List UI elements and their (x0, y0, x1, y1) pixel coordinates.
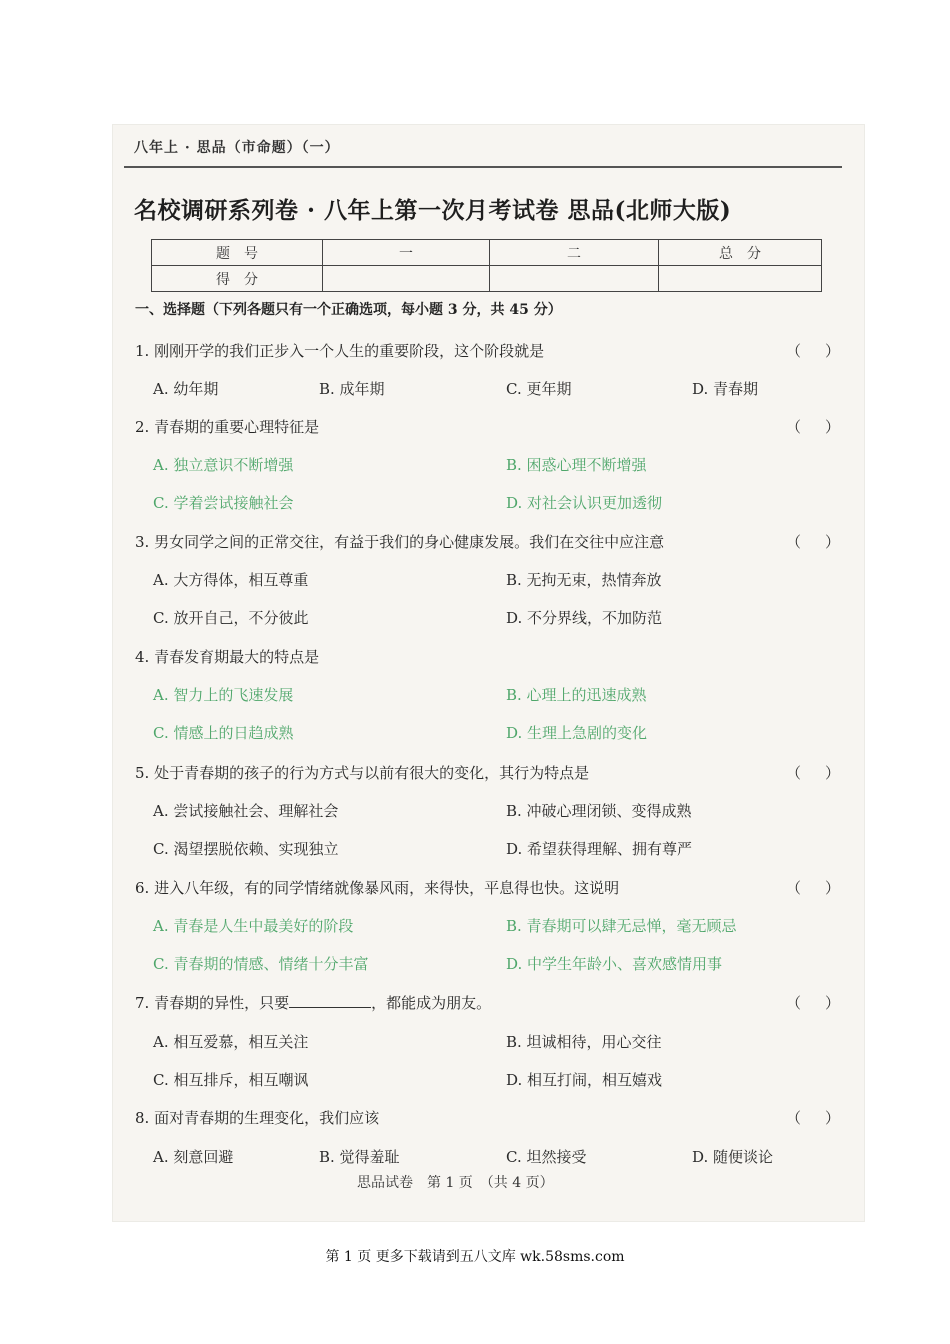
answer-paren[interactable]: （） (786, 418, 865, 436)
answer-paren[interactable]: （） (786, 764, 865, 782)
answer-paren[interactable]: （） (786, 533, 865, 551)
question-stem: 6. 进入八年级，有的同学情绪就像暴风雨，来得快，平息得也快。这说明 (135, 879, 620, 897)
option: A. 青春是人生中最美好的阶段 (153, 917, 354, 935)
question-stem (135, 992, 491, 1013)
table-cell: 题 号 (152, 240, 323, 266)
question-stem: 8. 面对青春期的生理变化，我们应该 (135, 1109, 380, 1127)
question-stem: 1. 刚刚开学的我们正步入一个人生的重要阶段，这个阶段就是 (135, 342, 545, 360)
footer-text: 第 1 页 更多下载请到五八文库 wk.58sms.com (325, 1249, 625, 1265)
question-stem: 3. 男女同学之间的正常交往，有益于我们的身心健康发展。我们在交往中应注意 (135, 533, 665, 551)
option: D. 生理上急剧的变化 (506, 724, 648, 742)
answer-paren[interactable]: （） (786, 879, 865, 897)
option: A. 相互爱慕，相互关注 (153, 1033, 309, 1051)
option: C. 更年期 (506, 380, 572, 398)
table-cell: 二 (490, 240, 659, 266)
exam-title: 名校调研系列卷 · 八年上第一次月考试卷 思品(北师大版) (134, 197, 732, 224)
option: C. 相互排斥，相互嘲讽 (153, 1071, 309, 1089)
table-cell: 一 (323, 240, 490, 266)
option: B. 觉得羞耻 (319, 1148, 400, 1166)
header-rule (124, 166, 842, 168)
question-stem: 2. 青春期的重要心理特征是 (135, 418, 320, 436)
option: A. 智力上的飞速发展 (153, 686, 294, 704)
question-stem: 5. 处于青春期的孩子的行为方式与以前有很大的变化，其行为特点是 (135, 764, 590, 782)
page-info: 思品试卷 第 1 页 （共 4 页） (357, 1175, 554, 1191)
table-cell: 得 分 (152, 266, 323, 292)
option: C. 坦然接受 (506, 1148, 587, 1166)
option: B. 心理上的迅速成熟 (506, 686, 647, 704)
option: C. 学着尝试接触社会 (153, 494, 294, 512)
score-table (151, 239, 822, 292)
option: D. 相互打闹，相互嬉戏 (506, 1071, 663, 1089)
question-stem: 4. 青春发育期最大的特点是 (135, 648, 320, 666)
option: C. 青春期的情感、情绪十分丰富 (153, 955, 369, 973)
question-stem-part: ，都能成为朋友。 (371, 994, 492, 1012)
option: C. 情感上的日趋成熟 (153, 724, 294, 742)
option: C. 放开自己，不分彼此 (153, 609, 309, 627)
option: A. 独立意识不断增强 (153, 456, 294, 474)
table-cell: 总 分 (659, 240, 822, 266)
score-table-row (152, 240, 822, 266)
option: A. 刻意回避 (153, 1148, 234, 1166)
header-line: 八年上 · 思品（市命题）（一） (134, 140, 340, 156)
section-title: 一、选择题（下列各题只有一个正确选项，每小题 3 分，共 45 分） (135, 302, 562, 318)
question-stem-part: 7. 青春期的异性，只要 (135, 994, 290, 1012)
option: A. 幼年期 (153, 380, 219, 398)
score-cell[interactable] (659, 266, 822, 292)
option: D. 希望获得理解、拥有尊严 (506, 840, 693, 858)
option: B. 坦诚相待，用心交往 (506, 1033, 662, 1051)
option: B. 青春期可以肆无忌惮，毫无顾忌 (506, 917, 737, 935)
option: B. 困惑心理不断增强 (506, 456, 647, 474)
option: B. 成年期 (319, 380, 385, 398)
option: D. 随便谈论 (692, 1148, 774, 1166)
option: D. 不分界线，不加防范 (506, 609, 663, 627)
score-cell[interactable] (323, 266, 490, 292)
score-table-row (152, 266, 822, 292)
option: B. 冲破心理闭锁、变得成熟 (506, 802, 692, 820)
option: D. 中学生年龄小、喜欢感情用事 (506, 955, 723, 973)
option: A. 尝试接触社会、理解社会 (153, 802, 339, 820)
score-cell[interactable] (490, 266, 659, 292)
option: C. 渴望摆脱依赖、实现独立 (153, 840, 339, 858)
option: D. 对社会认识更加透彻 (506, 494, 663, 512)
answer-paren[interactable]: （） (786, 994, 865, 1012)
option: B. 无拘无束，热情奔放 (506, 571, 662, 589)
answer-paren[interactable]: （） (786, 342, 865, 360)
answer-paren[interactable]: （） (786, 1109, 865, 1127)
option: A. 大方得体，相互尊重 (153, 571, 309, 589)
option: D. 青春期 (692, 380, 759, 398)
fill-blank[interactable] (289, 993, 371, 1008)
